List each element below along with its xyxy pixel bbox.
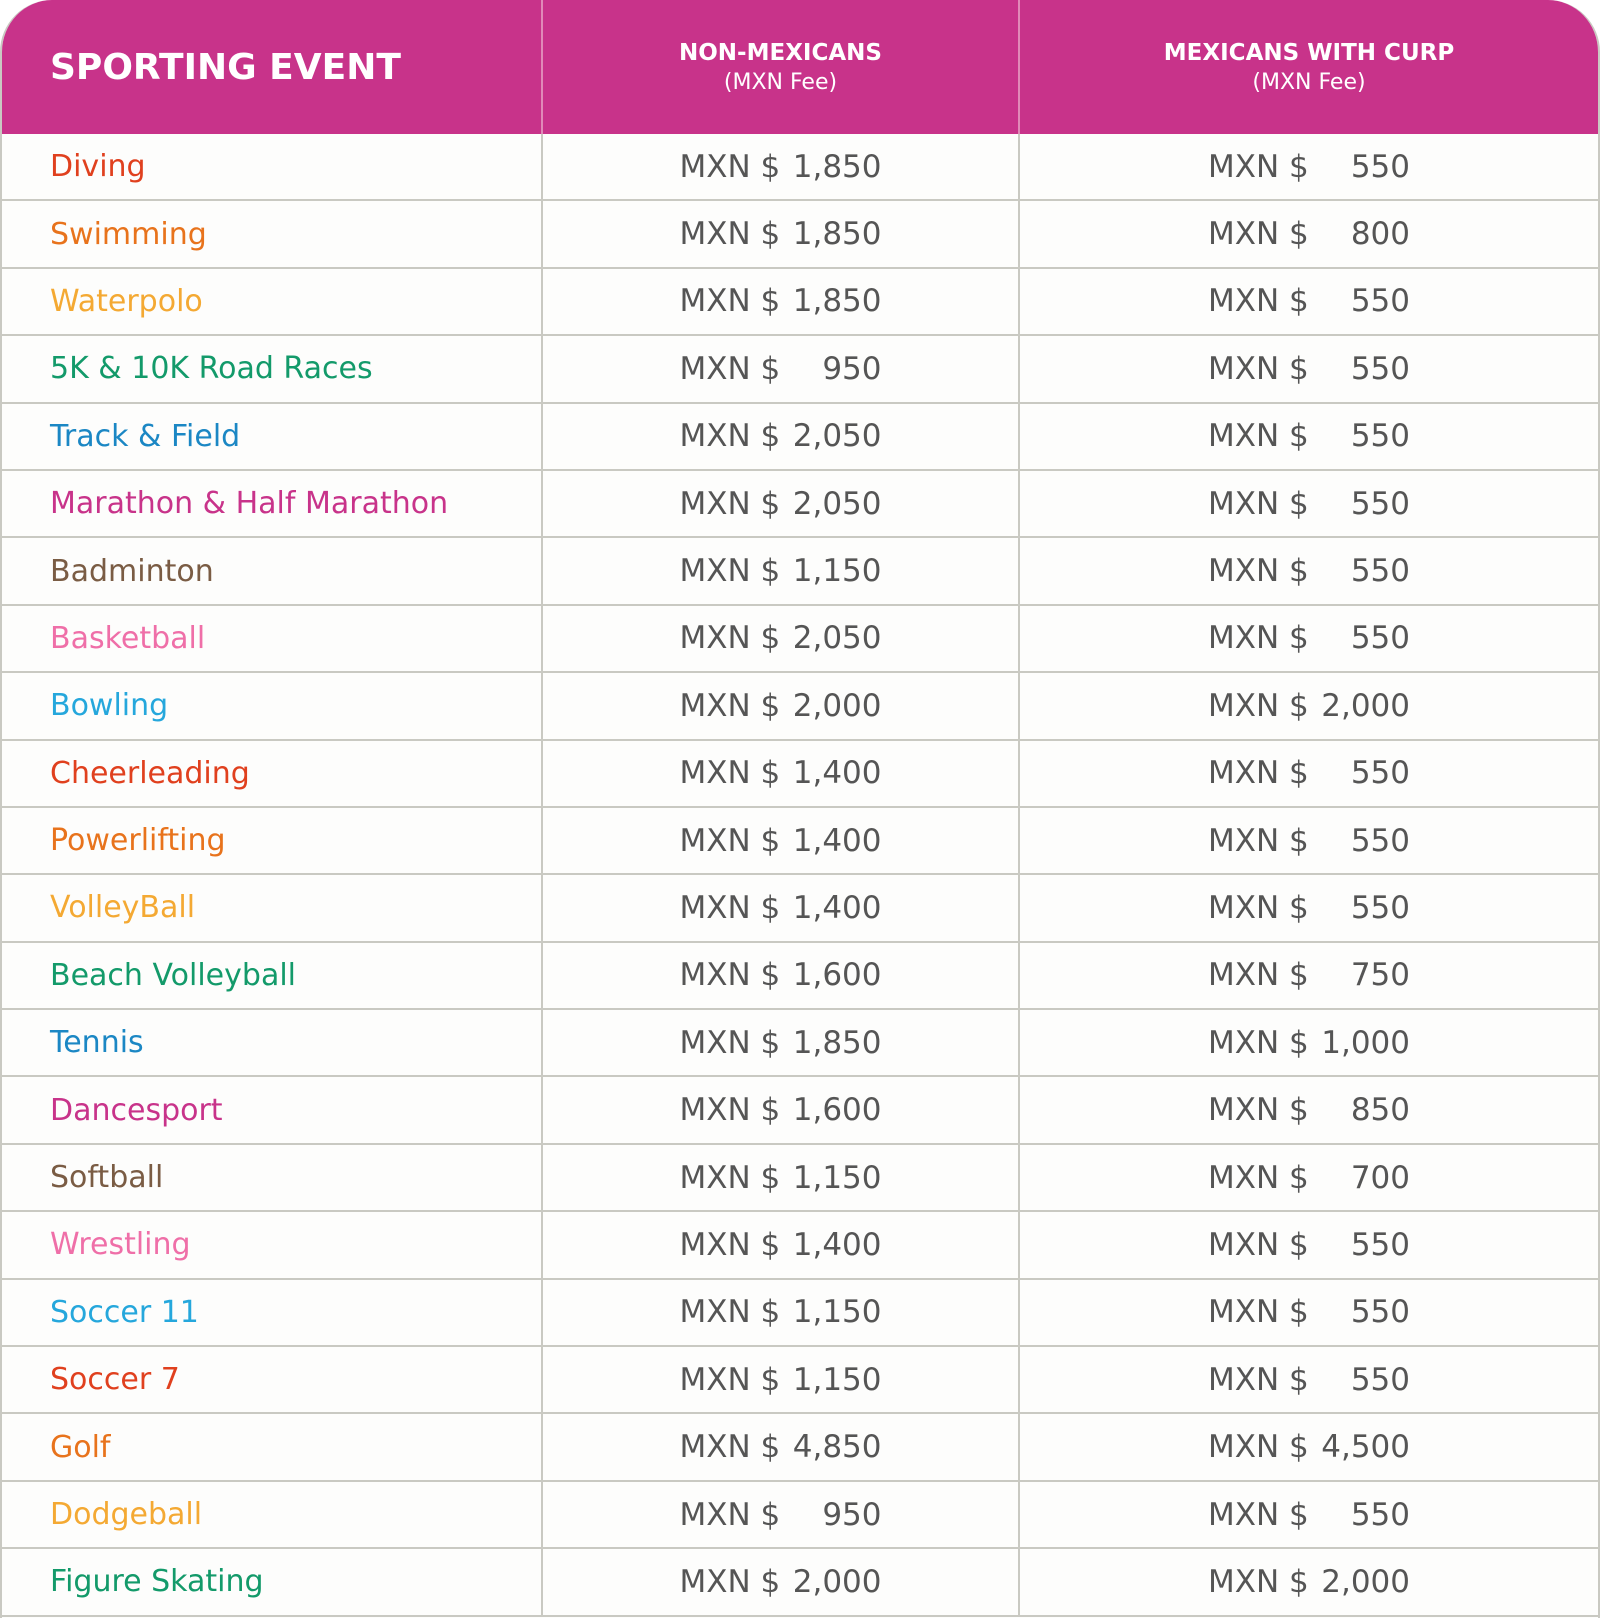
non-mexicans-fee: 2,000 [792,687,882,724]
mexicans-fee: 2,000 [1321,1563,1410,1600]
non-mexicans-fee: 1,150 [792,553,882,590]
non-mexicans-fee: 1,400 [792,1226,882,1263]
non-mexicans-fee-cell [543,808,1020,873]
event-name: Golf [2,1414,543,1479]
currency-prefix: MXN $ [679,350,781,387]
mexicans-fee-cell [1020,336,1598,401]
mexicans-fee: 550 [1350,148,1410,185]
mexicans-fee: 1,000 [1321,1024,1410,1061]
mexicans-fee-cell [1020,808,1598,873]
mexicans-fee-cell [1020,673,1598,738]
event-name: Figure Skating [2,1549,543,1614]
mexicans-fee-cell [1020,404,1598,469]
currency-prefix: MXN $ [679,216,781,253]
currency-prefix: MXN $ [679,553,781,590]
non-mexicans-fee-cell [543,134,1020,199]
non-mexicans-fee-cell [543,336,1020,401]
header-non-mexicans [543,0,1020,134]
currency-prefix: MXN $ [1208,216,1309,253]
currency-prefix: MXN $ [679,418,781,455]
mexicans-fee: 4,500 [1321,1429,1410,1466]
non-mexicans-fee-cell [543,875,1020,940]
non-mexicans-fee: 4,850 [792,1429,882,1466]
non-mexicans-fee: 1,400 [792,822,882,859]
currency-prefix: MXN $ [1208,1563,1309,1600]
table-body [2,134,1598,1617]
non-mexicans-fee-cell [543,1212,1020,1277]
non-mexicans-fee: 1,850 [792,1024,882,1061]
mexicans-fee: 550 [1350,283,1410,320]
non-mexicans-fee-cell [543,538,1020,603]
currency-prefix: MXN $ [679,1092,781,1129]
mexicans-fee: 550 [1350,350,1410,387]
mexicans-fee-cell [1020,1280,1598,1345]
non-mexicans-fee: 1,400 [792,755,882,792]
non-mexicans-fee-cell [543,471,1020,536]
currency-prefix: MXN $ [1208,687,1309,724]
mexicans-fee-cell [1020,1077,1598,1142]
event-name: Badminton [2,538,543,603]
currency-prefix: MXN $ [679,957,781,994]
currency-prefix: MXN $ [679,485,781,522]
non-mexicans-fee: 950 [822,350,882,387]
table-row [2,1347,1598,1414]
currency-prefix: MXN $ [679,889,781,926]
mexicans-fee: 550 [1350,1294,1410,1331]
currency-prefix: MXN $ [679,1496,781,1533]
table-row [2,741,1598,808]
table-row [2,269,1598,336]
event-name: Diving [2,134,543,199]
mexicans-fee: 850 [1350,1092,1410,1129]
mexicans-fee: 550 [1350,1496,1410,1533]
non-mexicans-fee-cell [543,201,1020,266]
non-mexicans-fee-cell [543,1145,1020,1210]
non-mexicans-fee-cell [543,1077,1020,1142]
non-mexicans-fee-cell [543,1347,1020,1412]
table-row [2,1414,1598,1481]
mexicans-fee: 550 [1350,755,1410,792]
non-mexicans-fee: 1,400 [792,889,882,926]
non-mexicans-fee: 950 [822,1496,882,1533]
event-name: Soccer 7 [2,1347,543,1412]
event-name: 5K & 10K Road Races [2,336,543,401]
currency-prefix: MXN $ [1208,283,1309,320]
mexicans-fee-cell [1020,201,1598,266]
table-row [2,538,1598,605]
mexicans-fee: 800 [1350,216,1410,253]
event-name: Dancesport [2,1077,543,1142]
event-name: Basketball [2,606,543,671]
currency-prefix: MXN $ [1208,1024,1309,1061]
mexicans-fee: 750 [1350,957,1410,994]
currency-prefix: MXN $ [679,1429,781,1466]
table-row [2,404,1598,471]
mexicans-fee: 550 [1350,553,1410,590]
table-row [2,134,1598,201]
currency-prefix: MXN $ [1208,1159,1309,1196]
table-row [2,1077,1598,1144]
event-name: Waterpolo [2,269,543,334]
non-mexicans-fee: 1,150 [792,1294,882,1331]
mexicans-fee-cell [1020,1549,1598,1614]
non-mexicans-fee-cell [543,404,1020,469]
currency-prefix: MXN $ [1208,755,1309,792]
event-name: Wrestling [2,1212,543,1277]
non-mexicans-fee: 1,150 [792,1159,882,1196]
mexicans-fee-cell [1020,471,1598,536]
currency-prefix: MXN $ [679,755,781,792]
event-name: Beach Volleyball [2,943,543,1008]
non-mexicans-fee-cell [543,1482,1020,1547]
non-mexicans-fee: 1,600 [792,1092,882,1129]
mexicans-fee-cell [1020,1212,1598,1277]
mexicans-fee-cell [1020,269,1598,334]
currency-prefix: MXN $ [679,1563,781,1600]
table-row [2,875,1598,942]
event-name: Marathon & Half Marathon [2,471,543,536]
currency-prefix: MXN $ [679,1024,781,1061]
header-mexicans-curp-sub: (MXN Fee) [1252,69,1366,95]
mexicans-fee-cell [1020,1145,1598,1210]
mexicans-fee: 550 [1350,485,1410,522]
mexicans-fee-cell [1020,1347,1598,1412]
mexicans-fee-cell [1020,606,1598,671]
table-row [2,336,1598,403]
event-name: Soccer 11 [2,1280,543,1345]
currency-prefix: MXN $ [1208,1294,1309,1331]
event-name: Tennis [2,1010,543,1075]
table-row [2,471,1598,538]
non-mexicans-fee-cell [543,741,1020,806]
event-name: VolleyBall [2,875,543,940]
non-mexicans-fee: 1,850 [792,148,882,185]
currency-prefix: MXN $ [1208,1496,1309,1533]
non-mexicans-fee: 2,050 [792,418,882,455]
mexicans-fee-cell [1020,1414,1598,1479]
currency-prefix: MXN $ [1208,1429,1309,1466]
mexicans-fee-cell [1020,875,1598,940]
event-name: Swimming [2,201,543,266]
non-mexicans-fee: 1,150 [792,1361,882,1398]
currency-prefix: MXN $ [679,687,781,724]
header-non-mexicans-sub: (MXN Fee) [723,69,838,95]
currency-prefix: MXN $ [1208,148,1309,185]
mexicans-fee: 700 [1350,1159,1410,1196]
header-mexicans-curp-title: MEXICANS WITH CURP [1163,39,1455,66]
table-row [2,1549,1598,1616]
non-mexicans-fee-cell [543,673,1020,738]
header-mexicans-curp [1020,0,1598,134]
mexicans-fee: 550 [1350,1226,1410,1263]
mexicans-fee: 2,000 [1321,687,1410,724]
non-mexicans-fee-cell [543,1549,1020,1614]
currency-prefix: MXN $ [1208,1092,1309,1129]
currency-prefix: MXN $ [1208,485,1309,522]
currency-prefix: MXN $ [1208,1361,1309,1398]
non-mexicans-fee-cell [543,1280,1020,1345]
currency-prefix: MXN $ [679,1361,781,1398]
mexicans-fee-cell [1020,1010,1598,1075]
currency-prefix: MXN $ [1208,418,1309,455]
event-name: Bowling [2,673,543,738]
table-row [2,1280,1598,1347]
non-mexicans-fee: 2,050 [792,620,882,657]
currency-prefix: MXN $ [679,283,781,320]
header-sporting-event: SPORTING EVENT [2,0,543,134]
non-mexicans-fee-cell [543,269,1020,334]
event-name: Track & Field [2,404,543,469]
non-mexicans-fee-cell [543,943,1020,1008]
table-row [2,1212,1598,1279]
non-mexicans-fee-cell [543,1010,1020,1075]
mexicans-fee: 550 [1350,418,1410,455]
table-row [2,808,1598,875]
table-row [2,1010,1598,1077]
table-row [2,606,1598,673]
currency-prefix: MXN $ [1208,889,1309,926]
currency-prefix: MXN $ [1208,553,1309,590]
currency-prefix: MXN $ [679,1226,781,1263]
currency-prefix: MXN $ [679,822,781,859]
mexicans-fee: 550 [1350,620,1410,657]
non-mexicans-fee: 2,000 [792,1563,882,1600]
table-row [2,201,1598,268]
non-mexicans-fee: 1,600 [792,957,882,994]
event-name: Softball [2,1145,543,1210]
mexicans-fee-cell [1020,538,1598,603]
header-non-mexicans-title: NON-MEXICANS [679,39,882,66]
table-row [2,673,1598,740]
currency-prefix: MXN $ [679,1294,781,1331]
mexicans-fee: 550 [1350,822,1410,859]
mexicans-fee-cell [1020,1482,1598,1547]
mexicans-fee: 550 [1350,1361,1410,1398]
non-mexicans-fee: 1,850 [792,283,882,320]
event-name: Dodgeball [2,1482,543,1547]
mexicans-fee-cell [1020,134,1598,199]
non-mexicans-fee: 2,050 [792,485,882,522]
currency-prefix: MXN $ [1208,620,1309,657]
table-row [2,1145,1598,1212]
currency-prefix: MXN $ [1208,822,1309,859]
currency-prefix: MXN $ [1208,957,1309,994]
table-header [2,0,1598,134]
currency-prefix: MXN $ [679,620,781,657]
non-mexicans-fee-cell [543,606,1020,671]
non-mexicans-fee: 1,850 [792,216,882,253]
non-mexicans-fee-cell [543,1414,1020,1479]
table-row [2,1482,1598,1549]
currency-prefix: MXN $ [1208,1226,1309,1263]
currency-prefix: MXN $ [1208,350,1309,387]
event-name: Cheerleading [2,741,543,806]
mexicans-fee-cell [1020,943,1598,1008]
event-name: Powerlifting [2,808,543,873]
table-row [2,943,1598,1010]
mexicans-fee-cell [1020,741,1598,806]
mexicans-fee: 550 [1350,889,1410,926]
currency-prefix: MXN $ [679,1159,781,1196]
currency-prefix: MXN $ [679,148,781,185]
